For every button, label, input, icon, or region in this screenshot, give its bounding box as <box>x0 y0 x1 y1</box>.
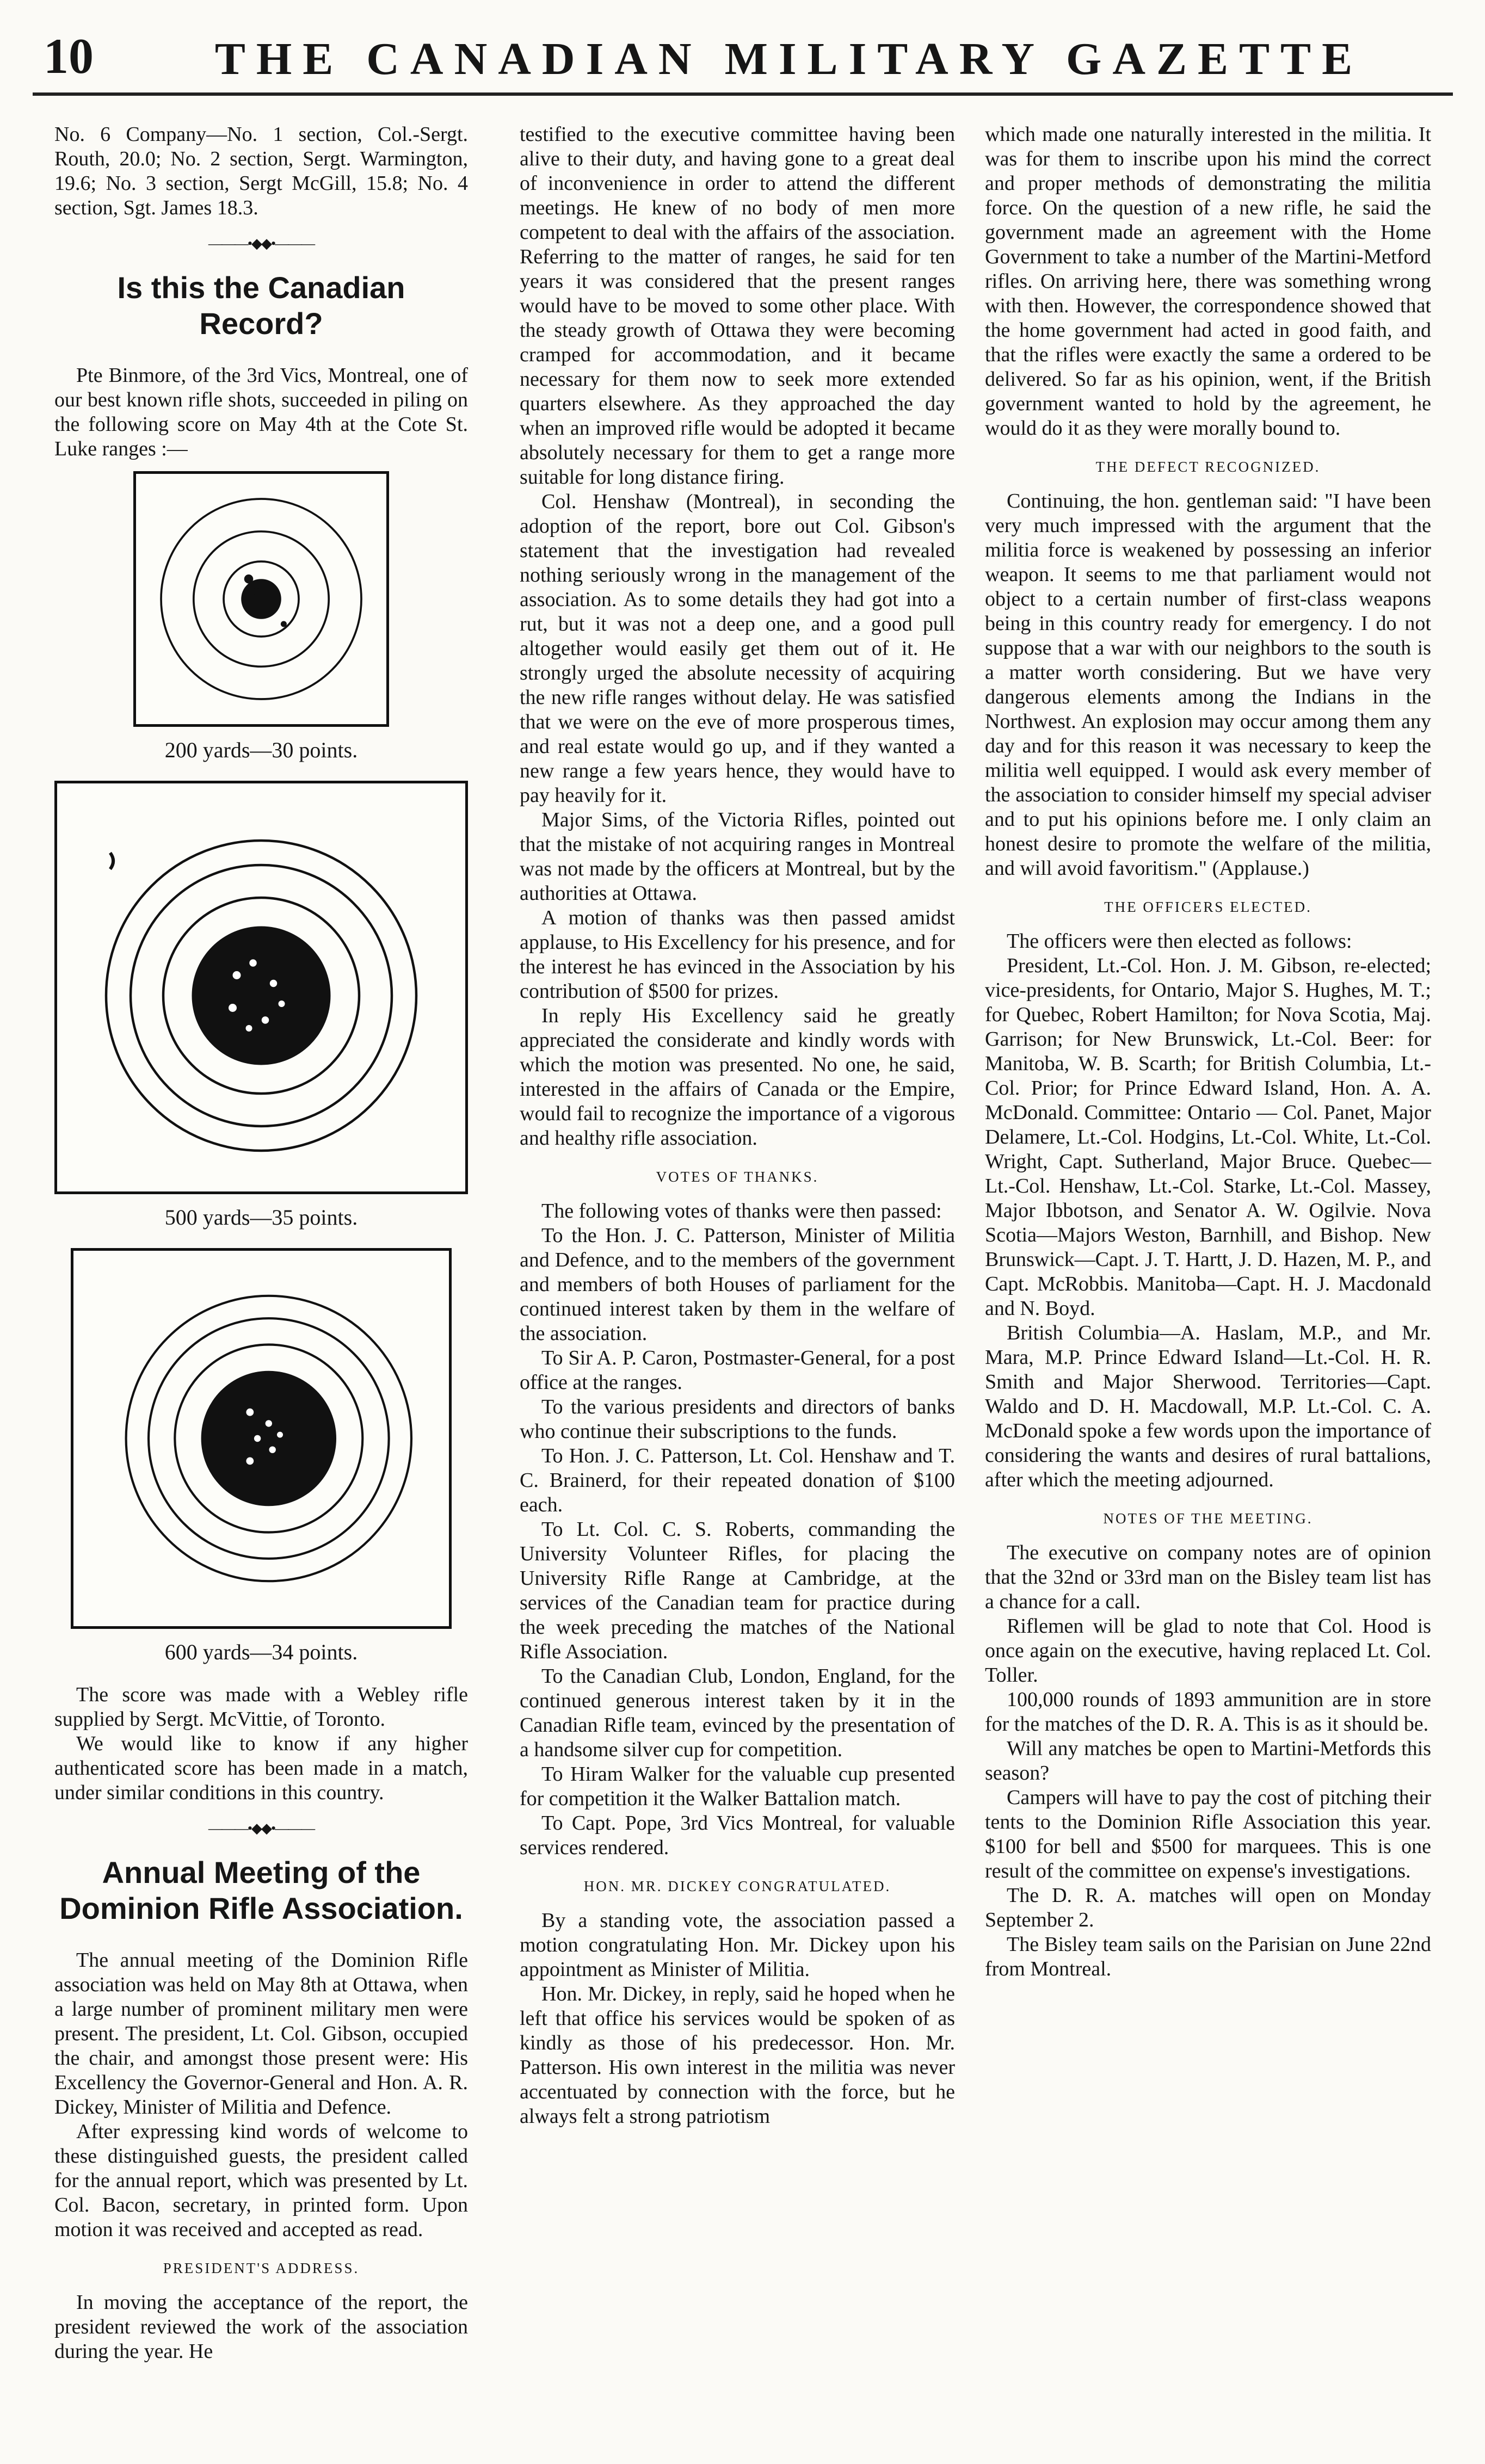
officers-intro: The officers were then elected as follows: <box>1007 930 1352 953</box>
ornament-divider-2: ———•◆◆•——— <box>208 1820 315 1836</box>
col2-paragraph-5: In reply His Excellency said he greatly appreciated the considerate and kindly words with which the motion was presented. No one, he said, interested in the affairs of Canada or the Empire, would fail to recognize the importance of a vigorous and healthy rifle association. <box>520 1004 955 1150</box>
votes-intro: The following votes of thanks were then passed: <box>541 1200 942 1222</box>
presidents-address-subhead: PRESIDENT'S ADDRESS. <box>163 2260 360 2276</box>
record-heading: Is this the Canadian Record? <box>117 270 405 341</box>
page-number: 10 <box>44 28 94 84</box>
column-1 <box>54 122 468 2364</box>
note-5: Campers will have to pay the cost of pitching their tents to the Dominion Rifle Association this year. $100 for bell and $500 for marquees. This is one result of the committee on expense's investigations. <box>985 1786 1431 1882</box>
votes-subhead: VOTES OF THANKS. <box>656 1169 819 1185</box>
ornament-divider: ———•◆◆•——— <box>208 236 315 251</box>
vote-4: To Hon. J. C. Patterson, Lt. Col. Henshaw and T. C. Brainerd, for their repeated donation of $100 each. <box>520 1444 955 1516</box>
target-600-yards <box>71 1248 452 1629</box>
company-scores: No. 6 Company—No. 1 section, Col.-Sergt. Routh, 20.0; No. 2 section, Sergt. Warmington, 19.6; No. 3 section, Sergt McGill, 15.8; No. 4 section, Sgt. James 18.3. <box>54 123 468 219</box>
meeting-heading: Annual Meeting of the Dominion Rifle Association. <box>59 1855 463 1925</box>
notes-subhead: NOTES OF THE MEETING. <box>1103 1510 1313 1527</box>
note-3: 100,000 rounds of 1893 ammunition are in store for the matches of the D. R. A. This is as it should be. <box>985 1688 1431 1736</box>
vote-8: To Capt. Pope, 3rd Vics Montreal, for valuable services rendered. <box>520 1812 955 1859</box>
dickey-paragraph-2: Hon. Mr. Dickey, in reply, said he hoped when he left that office his services would be spoken of as kindly as those of his predecessor. Hon. Mr. Patterson. His own interest in the militia was never accentuated by connection with the force, but he always felt a strong patriotism <box>520 1983 955 2128</box>
note-4: Will any matches be open to Martini-Metfords this season? <box>985 1737 1431 1784</box>
col3-paragraph-1: which made one naturally interested in the militia. It was for them to inscribe upon his mind the correct and proper methods of demonstrating the militia force. On the question of a new rifle, he said the government made an agreement with the Home Government to take a number of the Martini-Metford rifles. On arriving here, there was something wrong with then. However, the correspondence showed that the home government had acted in good faith, and that the rifles were exactly the same a ordered to be delivered. So far as his opinion, went, if the British government wanted to hold by the agreement, he would do it as they were morally bound to. <box>985 123 1431 440</box>
note-6: The D. R. A. matches will open on Monday September 2. <box>985 1884 1431 1931</box>
col2-paragraph-1: testified to the executive committee having been alive to their duty, and having gone to a great deal of inconvenience in order to attend the different meetings. He knew of no body of men more competent to deal with the affairs of the association. Referring to the matter of ranges, he said for ten years it was considered that the present ranges would have to be moved to some other place. With the steady growth of Ottawa they were becoming cramped for accommodation, and it became necessary for them now to seek more extended quarters elsewhere. As they approached the day when an improved rifle would be adopted it became absolutely necessary for them to get a range more suitable for long distance firing. <box>520 123 955 489</box>
page-header <box>38 16 1453 98</box>
target-500-yards <box>54 781 468 1194</box>
officers-paragraph-2: British Columbia—A. Haslam, M.P., and Mr. Mara, M.P. Prince Edward Island—Lt.-Col. H. R. Smith and Major Sherwood. Territories—Capt. Waldo and D. H. Macdowall, M.P. Lt.-Col. C. A. McDonald spoke a few words upon the importance of considering the wants and desires of rural battalions, after which the meeting adjourned. <box>985 1321 1431 1491</box>
meeting-paragraph-2: After expressing kind words of welcome to these distinguished guests, the president called for the annual report, which was presented by Lt. Col. Bacon, secretary, in printed form. Upon motion it was received and accepted as read. <box>54 2120 468 2241</box>
record-paragraph: Pte Binmore, of the 3rd Vics, Montreal, one of our best known rifle shots, succeeded in piling on the following score on May 4th at the Cote St. Luke ranges :— <box>54 364 468 460</box>
note-7: The Bisley team sails on the Parisian on June 22nd from Montreal. <box>985 1933 1431 1980</box>
defect-paragraph: Continuing, the hon. gentleman said: "I have been very much impressed with the argument that the militia force is weakened by possessing an inferior weapon. It seems to me that parliament would not object to a certain number of first-class weapons being in this country ready for emergency. I do not suppose that a war with our neighbors to the south is a matter worth considering. But we have very dangerous elements among the Indians in the Northwest. An explosion may occur among them any day and for this reason it was necessary to keep the militia well equipped. I would ask every member of the association to consider himself my special adviser and to put his opinions before me. I only claim an honest desire to promote the welfare of the militia, and will avoid favoritism." (Applause.) <box>985 490 1431 880</box>
target-200-yards <box>133 471 389 727</box>
note-2: Riflemen will be glad to note that Col. Hood is once again on the executive, having replaced Lt. Col. Toller. <box>985 1615 1431 1687</box>
dickey-paragraph-1: By a standing vote, the association passed a motion congratulating Hon. Mr. Dickey upon his appointment as Minister of Militia. <box>520 1909 955 1981</box>
target-200-image <box>136 474 386 724</box>
target-200-caption: 200 yards—30 points. <box>164 738 358 762</box>
col2-paragraph-4: A motion of thanks was then passed amidst applause, to His Excellency for his presence, and for the interest he has evinced in the Association by his contribution of $500 for prizes. <box>520 906 955 1003</box>
target-500-image <box>57 783 465 1191</box>
meeting-paragraph-1: The annual meeting of the Dominion Rifle association was held on May 8th at Ottawa, when a large number of prominent military men were present. The president, Lt. Col. Gibson, occupied the chair, and amongst those present were: His Excellency the Governor-General and Hon. A. R. Dickey, Minister of Militia and Defence. <box>54 1949 468 2119</box>
target-600-image <box>73 1251 449 1626</box>
defect-subhead: THE DEFECT RECOGNIZED. <box>1095 459 1321 475</box>
presidents-address-paragraph: In moving the acceptance of the report, the president reviewed the work of the association during the year. He <box>54 2291 468 2363</box>
officers-subhead: THE OFFICERS ELECTED. <box>1104 899 1312 915</box>
dickey-subhead: HON. MR. DICKEY CONGRATULATED. <box>583 1878 891 1894</box>
masthead-title: THE CANADIAN MILITARY GAZETTE <box>214 34 1364 84</box>
column-2 <box>520 122 955 2129</box>
col2-paragraph-2: Col. Henshaw (Montreal), in seconding the adoption of the report, bore out Col. Gibson's statement that the investigation had revealed nothing seriously wrong in the management of the association. As to some details they had got into a rut, but it was not a deep one, and a good pull altogether would easily get them out of it. He strongly urged the absolute necessity of acquiring the new rifle ranges without delay. He was satisfied that we were on the eve of more prosperous times, and real estate would go up, and if they wanted a new range a few years hence, they would have to pay heavily for it. <box>520 490 955 807</box>
header-rule <box>33 92 1453 96</box>
vote-7: To Hiram Walker for the valuable cup presented for competition it the Walker Battalion match. <box>520 1763 955 1810</box>
target-600-caption: 600 yards—34 points. <box>164 1640 358 1664</box>
vote-6: To the Canadian Club, London, England, for the continued generous interest taken by it in the Canadian Rifle team, evinced by the presentation of a handsome silver cup for competition. <box>520 1665 955 1761</box>
vote-2: To Sir A. P. Caron, Postmaster-General, for a post office at the ranges. <box>520 1347 955 1394</box>
rifle-note: The score was made with a Webley rifle supplied by Sergt. McVittie, of Toronto. <box>54 1683 468 1731</box>
record-question: We would like to know if any higher authenticated score has been made in a match, under similar conditions in this country. <box>54 1732 468 1804</box>
vote-3: To the various presidents and directors of banks who continue their subscriptions to the funds. <box>520 1395 955 1443</box>
vote-1: To the Hon. J. C. Patterson, Minister of Militia and Defence, and to the members of the government and members of both Houses of parliament for the continued interest taken by them in the welfare of the association. <box>520 1224 955 1345</box>
officers-paragraph-1: President, Lt.-Col. Hon. J. M. Gibson, re-elected; vice-presidents, for Ontario, Major S. Hughes, M. T.; for Quebec, Robert Hamilton; for Nova Scotia, Maj. Garrison; for New Brunswick, Lt.-Col. Beer: for Manitoba, W. B. Scarth; for British Columbia, Lt.-Col. Prior; for Prince Edward Island, Hon. A. A. McDonald. Committee: Ontario — Col. Panet, Major Delamere, Lt.-Col. Hodgins, Lt.-Col. White, Lt.-Col. Wright, Capt. Sutherland, Major Bruce. Quebec—Lt.-Col. Henshaw, Lt.-Col. Starke, Lt.-Col. Massey, Major Ibbotson, and Senator A. W. Ogilvie. Nova Scotia—Majors Weston, Barnhill, and Bishop. New Brunswick—Capt. J. T. Hartt, J. D. Hazen, M. P., and Capt. McRobbis. Manitoba—Capt. H. J. Macdonald and N. Boyd. <box>985 954 1431 1320</box>
col2-paragraph-3: Major Sims, of the Victoria Rifles, pointed out that the mistake of not acquiring ranges in Montreal was not made by the officers at Montreal, but by the authorities at Ottawa. <box>520 808 955 905</box>
target-500-caption: 500 yards—35 points. <box>164 1205 358 1230</box>
vote-5: To Lt. Col. C. S. Roberts, commanding the University Volunteer Rifles, for placing the University Rifle Range at Cambridge, at the services of the Canadian team for practice during the week preceding the matches of the National Rifle Association. <box>520 1518 955 1663</box>
note-1: The executive on company notes are of opinion that the 32nd or 33rd man on the Bisley team list has a chance for a call. <box>985 1541 1431 1613</box>
column-3 <box>985 122 1431 1981</box>
